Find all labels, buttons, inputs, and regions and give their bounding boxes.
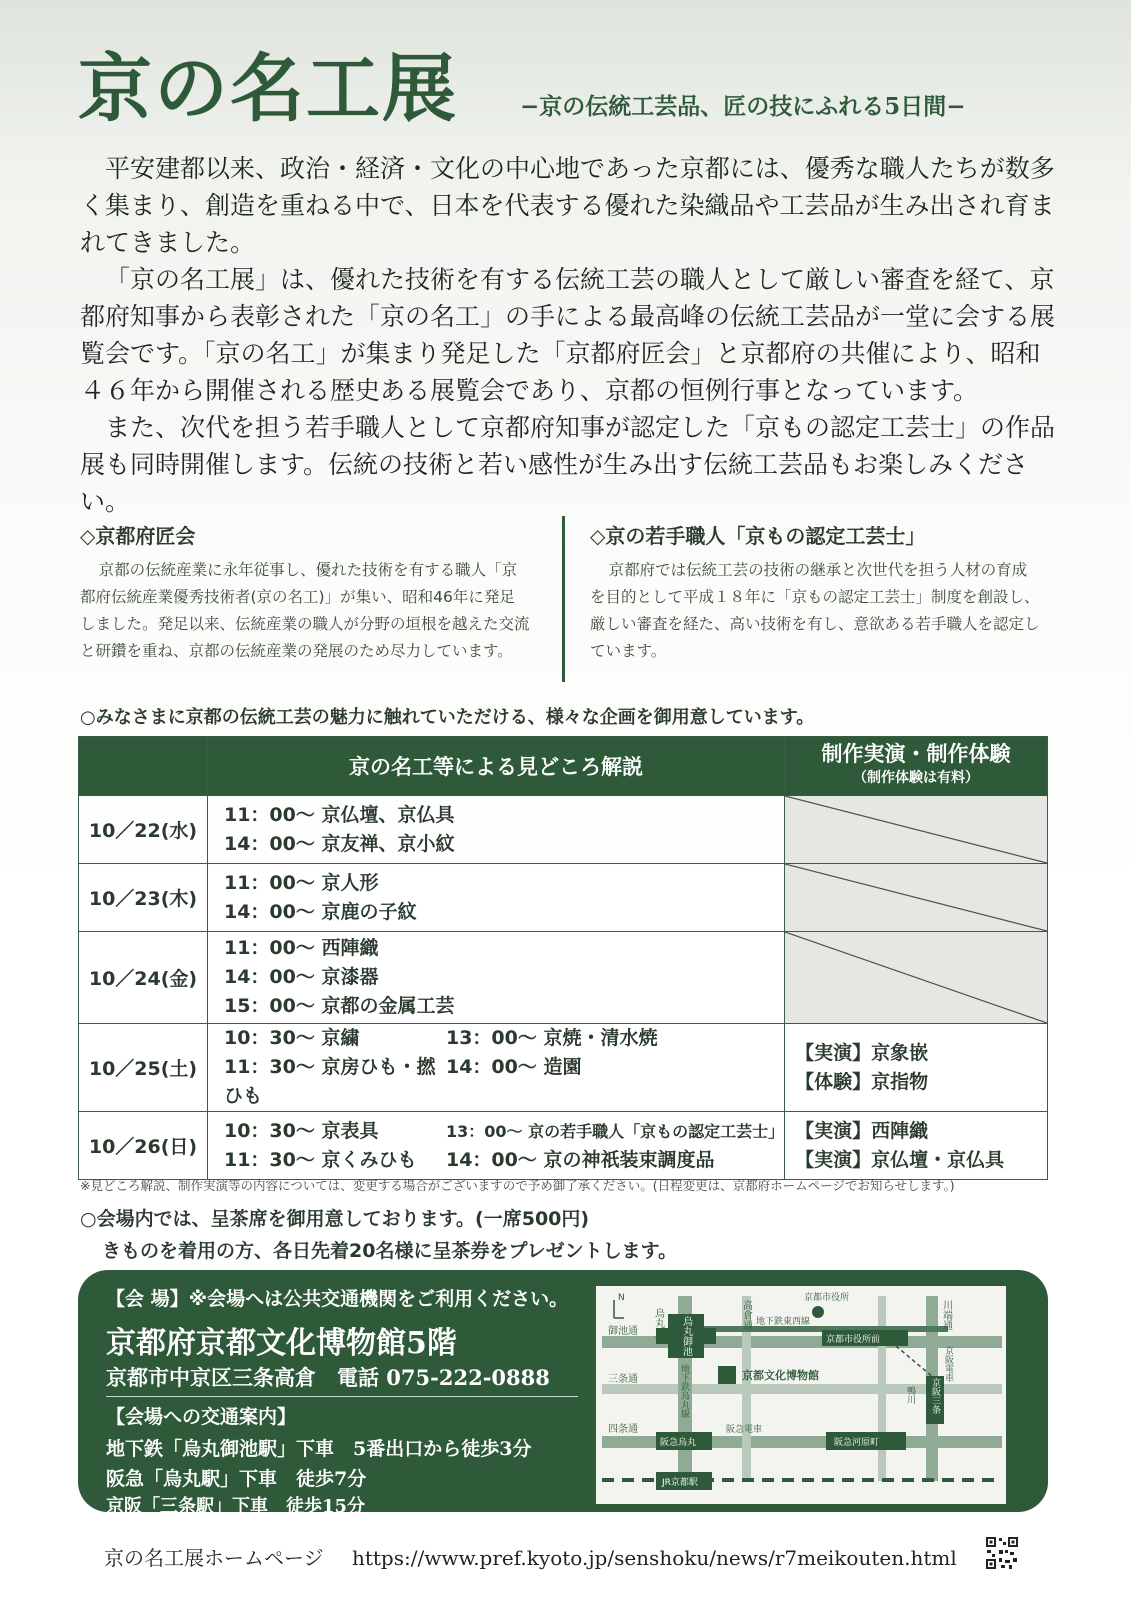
schedule-header-row — [79, 737, 1048, 796]
map-label: 高倉通 — [740, 1300, 752, 1330]
demo-item: 【実演】西陣織 — [795, 1119, 929, 1142]
map-label: 京都市役所 — [804, 1293, 850, 1303]
program-pair — [224, 1146, 784, 1175]
tea-notice: ○会場内では、呈茶席を御用意しております。(一席500円) — [80, 1208, 590, 1230]
date-cell: 10／23(木) — [79, 864, 208, 932]
program-cell — [207, 932, 784, 1024]
program-item: 14：00〜 京の神祇装束調度品 — [445, 1148, 715, 1171]
program-item: 11：00〜 京仏壇、京仏具 — [223, 803, 455, 826]
schedule-table — [78, 736, 1048, 1180]
events-notice: ○みなさまに京都の伝統工芸の魅力に触れていただける、様々な企画を御用意しています。 — [80, 707, 815, 728]
program-item: 11：30〜 京くみひも — [223, 1148, 417, 1171]
page-subtitle: −京の伝統工芸品、匠の技にふれる5日間− — [520, 93, 966, 120]
map-label: N — [618, 1293, 625, 1303]
program-item: 14：00〜 京漆器 — [223, 966, 379, 988]
demo-item: 【体験】京指物 — [795, 1070, 929, 1093]
demo-header-note: （制作体験は有料） — [853, 770, 980, 786]
map-label: 三条通 — [608, 1374, 638, 1385]
access-map — [596, 1286, 1006, 1504]
young-craftsman-section — [590, 520, 1040, 665]
tea-kimono-notice: きものを着用の方、各日先着20名様に呈茶券をプレゼントします。 — [102, 1240, 678, 1262]
demo-header — [785, 737, 1048, 796]
demo-cell-empty — [785, 796, 1048, 864]
map-label: 阪急河原町 — [834, 1438, 880, 1448]
demo-cell — [785, 1024, 1048, 1112]
program-item: 10：30〜 京表具 — [223, 1119, 379, 1142]
map-label: 京阪三条 — [930, 1378, 940, 1414]
venue-divider — [106, 1396, 578, 1397]
venue-label: 【会 場】※会場へは公共交通機関をご利用ください。 — [106, 1288, 569, 1310]
map-label: 鴨川 — [905, 1386, 915, 1404]
demo-item: 【実演】京仏壇・京仏具 — [795, 1148, 1005, 1171]
map-label: JR京都駅 — [662, 1478, 698, 1488]
map-label: 烏丸御池 — [680, 1316, 692, 1356]
map-label: 京都市役所前 — [826, 1335, 881, 1345]
kawaramachi-street — [878, 1296, 886, 1481]
program-pair — [224, 1053, 784, 1111]
program-item: 11：30〜 京房ひも・撚ひも — [223, 1056, 436, 1107]
access-heading: 【会場への交通案内】 — [106, 1406, 297, 1428]
homepage-link[interactable]: https://www.pref.kyoto.jp/senshoku/news/r7meikouten.html — [351, 1546, 957, 1570]
intro-text — [80, 150, 1065, 520]
map-label: 川端通 — [940, 1300, 952, 1330]
program-pair — [224, 1117, 784, 1146]
program-pair — [224, 1024, 784, 1053]
access-line: 京阪「三条駅」下車 徒歩15分 — [106, 1496, 366, 1517]
cityhall-marker — [812, 1306, 824, 1318]
column-divider — [562, 516, 565, 682]
program-cell — [207, 796, 784, 864]
date-cell: 10／25(土) — [79, 1024, 208, 1112]
table-row — [79, 864, 1048, 932]
museum-marker — [718, 1366, 736, 1384]
program-item: 13：00〜 京焼・清水焼 — [445, 1027, 658, 1049]
program-item: 10：30〜 京繍 — [223, 1027, 360, 1049]
program-item: 14：00〜 京鹿の子紋 — [223, 900, 417, 923]
venue-address: 京都市中京区三条高倉 電話 075-222-0888 — [106, 1365, 550, 1390]
takumi-kai-section — [80, 520, 530, 665]
table-row — [79, 1024, 1048, 1112]
table-row — [79, 1112, 1048, 1180]
demo-header-label: 制作実演・制作体験 — [821, 742, 1011, 766]
program-item: 13：00〜 京の若手職人「京もの認定工芸士」 — [445, 1121, 785, 1141]
map-label: 地下鉄烏丸線 — [679, 1364, 689, 1418]
young-craftsman-body: 京都府では伝統工芸の技術の継承と次世代を担う人材の育成を目的として平成１８年に「京もの認定工芸士」制度を創設し、厳しい審査を経た、高い技術を有し、意欲ある若手職人を認定しています。 — [590, 561, 1040, 660]
program-cell — [207, 1024, 784, 1112]
venue-name: 京都府京都文化博物館5階 — [106, 1326, 457, 1361]
map-label: 四条通 — [608, 1424, 638, 1435]
map-label: 烏丸通 — [652, 1308, 664, 1338]
intro-paragraph: 「京の名工展」は、優れた技術を有する伝統工芸の職人として厳しい審査を経て、京都府知事から表彰された「京の名工」の手による最高峰の伝統工芸品が一堂に会する展覧会です。「京の名工」が集まり発足した「京都府匠会」と京都府の共催により、昭和４６年から開催される歴史ある展覧会であり、京都の恒例行事となっています。 — [80, 265, 1056, 405]
map-label: 京都文化博物館 — [742, 1369, 819, 1382]
date-cell: 10／26(日) — [79, 1112, 208, 1180]
table-row — [79, 796, 1048, 864]
demo-cell-empty — [785, 864, 1048, 932]
demo-item: 【実演】京象嵌 — [795, 1041, 929, 1064]
demo-cell-empty — [785, 932, 1048, 1024]
footnote: ※見どころ解説、制作実演等の内容については、変更する場合がございますので予め御了承ください。(日程変更は、京都府ホームページでお知らせします。) — [80, 1178, 955, 1193]
table-row — [79, 932, 1048, 1024]
program-item: 14：00〜 京友禅、京小紋 — [223, 832, 455, 855]
map-label: 御池通 — [608, 1326, 638, 1337]
intro-paragraph: また、次代を担う若手職人として京都府知事が認定した「京もの認定工芸士」の作品展も同時開催します。伝統の技術と若い感性が生み出す伝統工芸品もお楽しみください。 — [80, 413, 1056, 516]
program-item: 14：00〜 造園 — [445, 1056, 582, 1078]
page-title: 京の名工展 — [78, 46, 458, 132]
demo-cell — [785, 1112, 1048, 1180]
date-cell: 10／22(水) — [79, 796, 208, 864]
map-label: 阪急烏丸 — [660, 1438, 697, 1448]
program-item: 11：00〜 西陣織 — [223, 937, 379, 959]
map-label: 京阪電車 — [943, 1346, 953, 1382]
access-line: 地下鉄「烏丸御池駅」下車 5番出口から徒歩3分 — [106, 1438, 532, 1460]
venue-box — [78, 1270, 1048, 1517]
program-item: 15：00〜 京都の金属工芸 — [223, 995, 455, 1017]
map-label: 地下鉄東西線 — [756, 1317, 811, 1327]
intro-paragraph: 平安建都以来、政治・経済・文化の中心地であった京都には、優秀な職人たちが数多く集まり、創造を重ねる中で、日本を代表する優れた染織品や工芸品が生み出され育まれてきました。 — [80, 154, 1055, 257]
homepage-label: 京の名工展ホームページ — [104, 1546, 324, 1570]
takumi-kai-heading: ◇京都府匠会 — [80, 524, 196, 548]
date-header — [79, 737, 208, 796]
program-item: 11：00〜 京人形 — [223, 871, 379, 894]
access-line: 阪急「烏丸駅」下車 徒歩7分 — [106, 1468, 367, 1490]
qr-code-icon — [985, 1536, 1019, 1570]
program-header: 京の名工等による見どころ解説 — [207, 737, 784, 796]
young-craftsman-heading: ◇京の若手職人「京もの認定工芸士」 — [590, 524, 926, 548]
program-cell — [207, 1112, 784, 1180]
date-cell: 10／24(金) — [79, 932, 208, 1024]
map-label: 阪急電車 — [726, 1425, 763, 1435]
homepage-line — [104, 1542, 957, 1571]
program-cell — [207, 864, 784, 932]
takumi-kai-body: 京都の伝統産業に永年従事し、優れた技術を有する職人「京都府伝統産業優秀技術者(京の名工)」が集い、昭和46年に発足しました。発足以来、伝統産業の職人が分野の垣根を越えた交流と研鑽を重ね、京都の伝統産業の発展のため尽力しています。 — [80, 561, 530, 660]
